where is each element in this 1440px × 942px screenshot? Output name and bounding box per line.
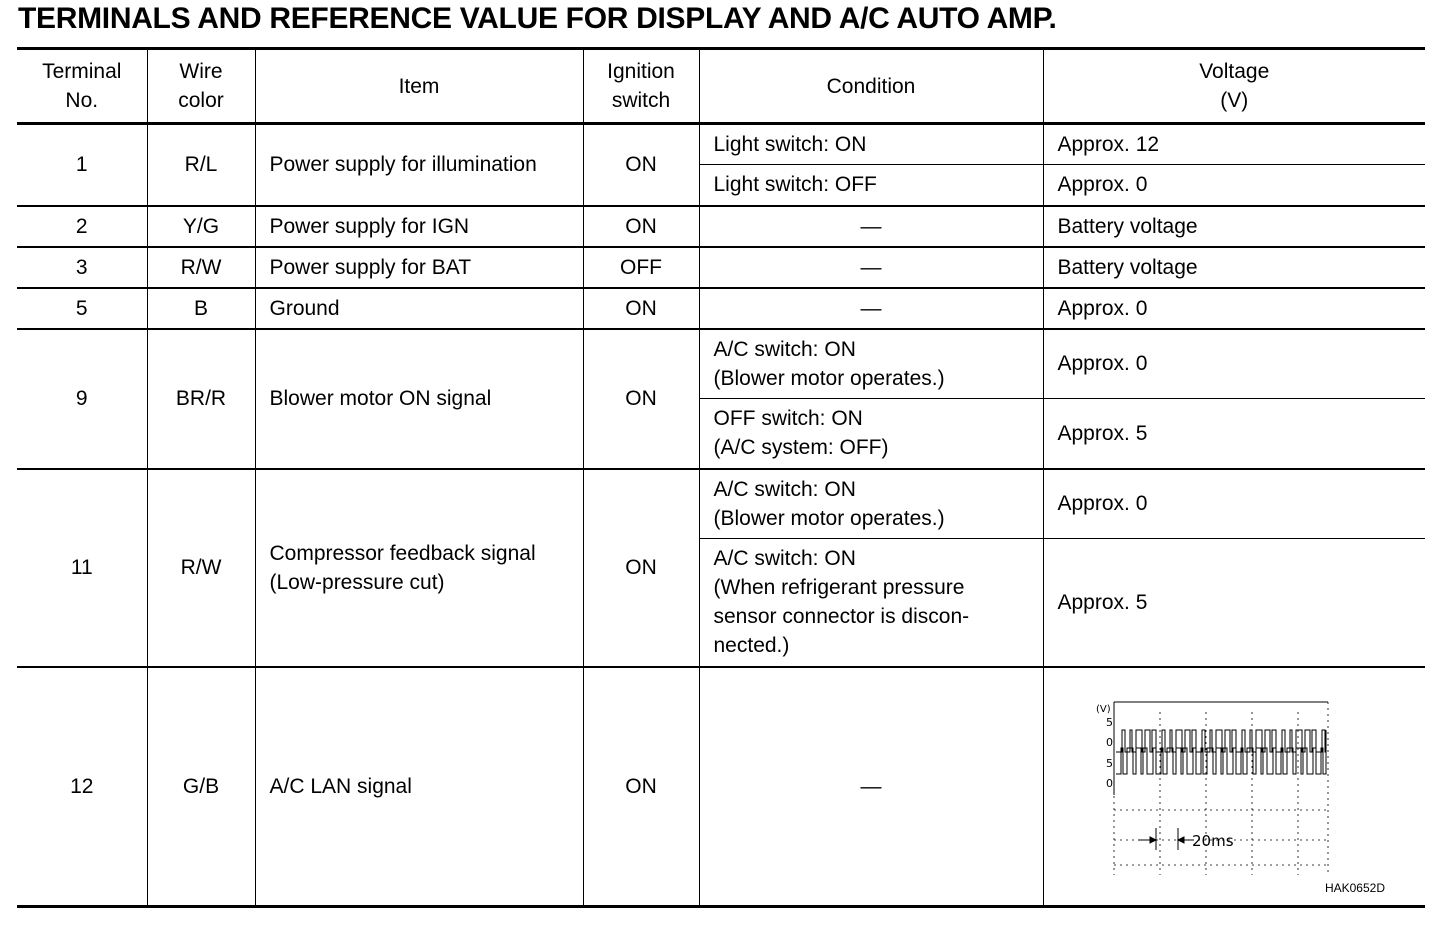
terminal-no: 5	[17, 288, 147, 329]
item: Power supply for illumination	[255, 124, 583, 206]
wire-color: R/L	[147, 124, 255, 206]
waveform-tick: 5	[1105, 757, 1113, 771]
condition: —	[699, 247, 1043, 288]
wire-color: R/W	[147, 247, 255, 288]
waveform-tick: 0	[1105, 736, 1113, 750]
ignition-switch: ON	[583, 124, 699, 206]
condition: Light switch: OFF	[699, 165, 1043, 206]
condition: A/C switch: ON (When refrigerant pressure sensor connector is discon- nected.)	[699, 539, 1043, 667]
time-scale-marker	[1138, 828, 1194, 850]
ignition-switch: ON	[583, 288, 699, 329]
table-row	[17, 124, 1425, 165]
item: Power supply for BAT	[255, 247, 583, 288]
header-condition: Condition	[699, 49, 1043, 124]
wire-color: R/W	[147, 469, 255, 667]
voltage: Approx. 0	[1043, 469, 1425, 539]
ignition-switch: OFF	[583, 247, 699, 288]
table-row	[17, 329, 1425, 399]
voltage: Battery voltage	[1043, 206, 1425, 247]
table-row	[17, 667, 1425, 907]
header-item: Item	[255, 49, 583, 124]
wire-color: BR/R	[147, 329, 255, 469]
item: A/C LAN signal	[255, 667, 583, 907]
terminal-no: 11	[17, 469, 147, 667]
ignition-switch: ON	[583, 469, 699, 667]
item: Ground	[255, 288, 583, 329]
header-terminal-no: Terminal No.	[17, 49, 147, 124]
condition: OFF switch: ON (A/C system: OFF)	[699, 399, 1043, 469]
condition: A/C switch: ON (Blower motor operates.)	[699, 329, 1043, 399]
condition: A/C switch: ON (Blower motor operates.)	[699, 469, 1043, 539]
waveform-tick: 0	[1105, 777, 1113, 791]
item: Compressor feedback signal (Low-pressure cut)	[255, 469, 583, 667]
ignition-switch: ON	[583, 667, 699, 907]
terminal-no: 1	[17, 124, 147, 206]
voltage: Approx. 5	[1043, 539, 1425, 667]
terminal-no: 9	[17, 329, 147, 469]
voltage: Approx. 5	[1043, 399, 1425, 469]
terminal-no: 12	[17, 667, 147, 907]
wire-color: G/B	[147, 667, 255, 907]
voltage: Approx. 0	[1043, 329, 1425, 399]
table-row	[17, 469, 1425, 539]
table-row	[17, 206, 1425, 247]
wire-color: Y/G	[147, 206, 255, 247]
wire-color: B	[147, 288, 255, 329]
time-scale-label: 20ms	[1191, 832, 1234, 851]
voltage-waveform-cell	[1043, 667, 1425, 907]
terminals-table	[17, 47, 1425, 908]
header-row	[17, 49, 1425, 124]
waveform-graph	[1088, 700, 1338, 880]
voltage: Approx. 0	[1043, 165, 1425, 206]
voltage: Battery voltage	[1043, 247, 1425, 288]
terminal-no: 2	[17, 206, 147, 247]
figure-reference-code: HAK0652D	[1324, 881, 1385, 895]
condition: —	[699, 206, 1043, 247]
waveform-tick: 5	[1105, 716, 1113, 730]
voltage: Approx. 0	[1043, 288, 1425, 329]
condition: Light switch: ON	[699, 124, 1043, 165]
ignition-switch: ON	[583, 206, 699, 247]
terminal-no: 3	[17, 247, 147, 288]
table-row	[17, 288, 1425, 329]
page-title: TERMINALS AND REFERENCE VALUE FOR DISPLAY AND A/C AUTO AMP.	[18, 2, 1057, 35]
item: Power supply for IGN	[255, 206, 583, 247]
voltage: Approx. 12	[1043, 124, 1425, 165]
header-ignition-switch: Ignition switch	[583, 49, 699, 124]
waveform-unit-label: (V)	[1095, 704, 1111, 716]
ignition-switch: ON	[583, 329, 699, 469]
header-voltage: Voltage (V)	[1043, 49, 1425, 124]
item: Blower motor ON signal	[255, 329, 583, 469]
condition: —	[699, 667, 1043, 907]
table-row	[17, 247, 1425, 288]
header-wire-color: Wire color	[147, 49, 255, 124]
condition: —	[699, 288, 1043, 329]
